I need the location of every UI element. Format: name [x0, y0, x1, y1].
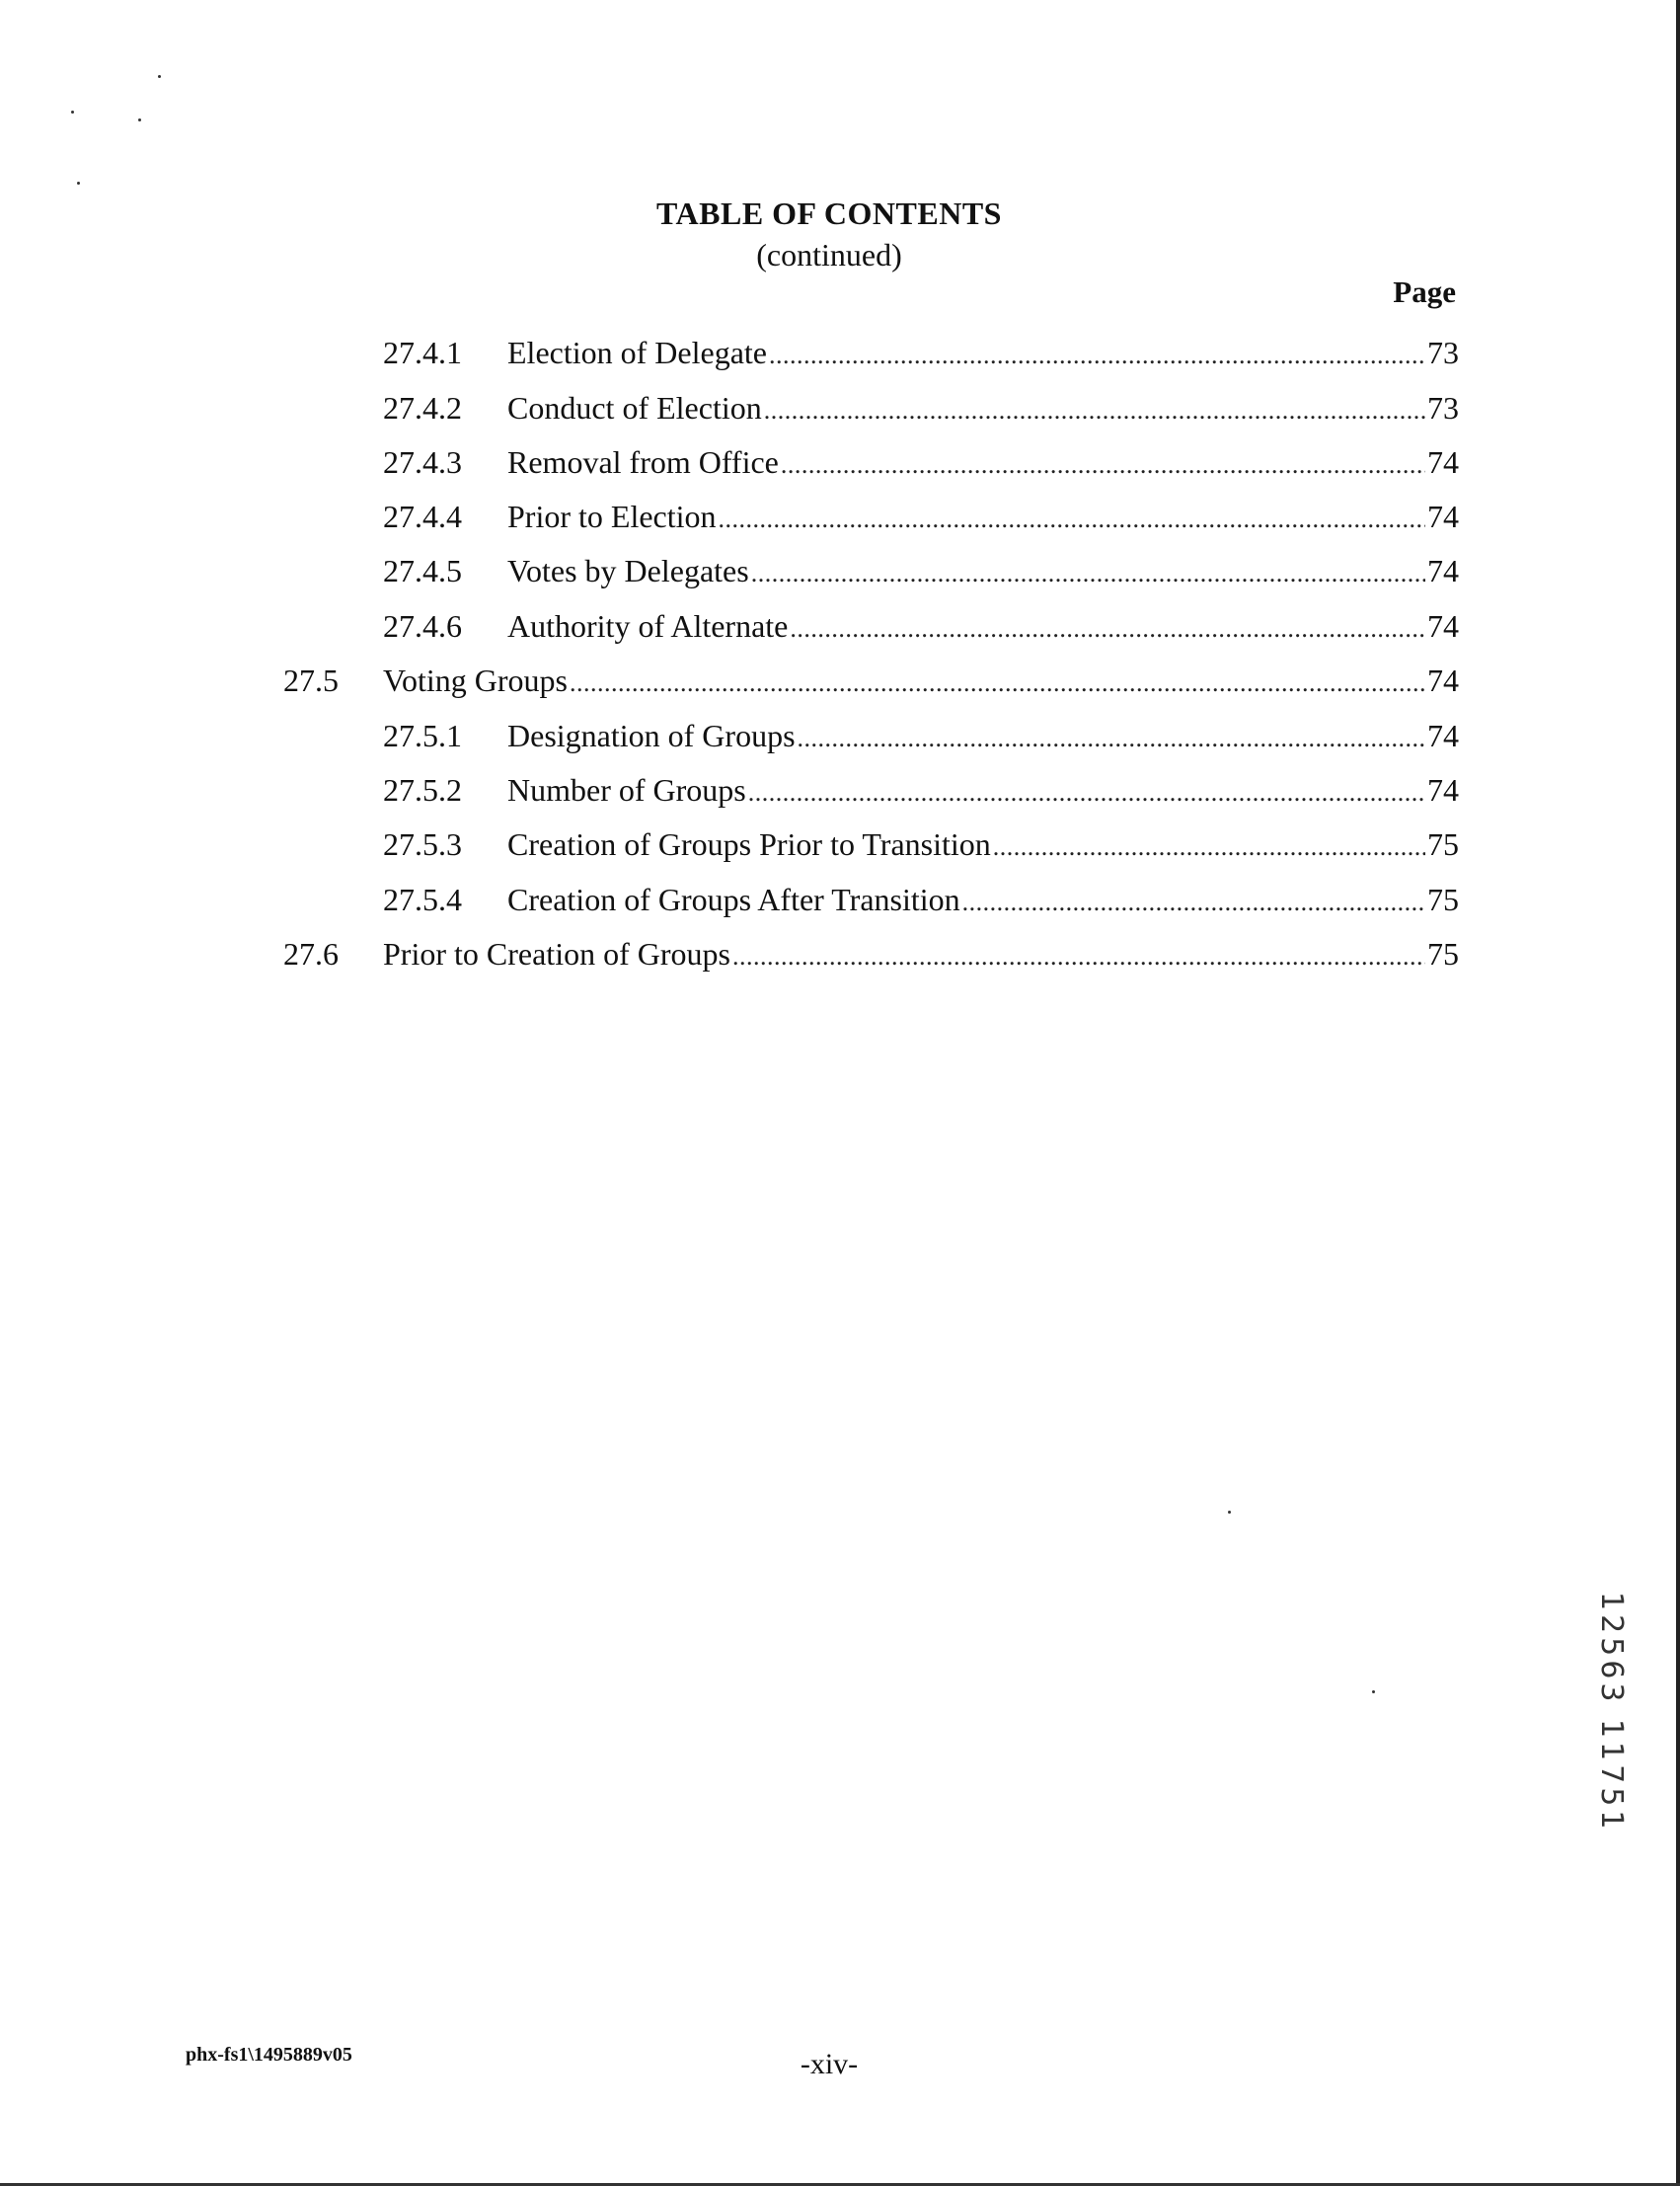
- toc-entry-line: [507, 769, 1459, 814]
- toc-entry-page: 75: [1427, 826, 1459, 862]
- toc-entry-page: 74: [1427, 608, 1459, 644]
- toc-entry-number: 27.5.1: [383, 718, 462, 753]
- toc-entry-title: Conduct of Election: [507, 387, 762, 429]
- toc-entry-line: [507, 496, 1459, 540]
- toc-entry-line: [507, 550, 1459, 594]
- toc-entry[interactable]: [0, 715, 1680, 770]
- toc-entry-number: 27.4.5: [383, 553, 462, 588]
- toc-entry-line: [507, 387, 1459, 431]
- toc-entry[interactable]: [0, 769, 1680, 824]
- dot-leader: [962, 879, 1425, 923]
- toc-entry[interactable]: [0, 387, 1680, 442]
- toc-entry-title: Designation of Groups: [507, 715, 796, 756]
- dot-leader: [781, 441, 1425, 486]
- toc-entry-title: Number of Groups: [507, 769, 746, 811]
- toc-entry[interactable]: [0, 660, 1680, 715]
- toc-entry-line: [383, 660, 1459, 704]
- footer-document-id: phx-fs1\1495889v05: [186, 2044, 352, 2066]
- side-stamp: [1589, 1592, 1639, 1858]
- toc-entry-page: 74: [1427, 499, 1459, 534]
- toc-entry[interactable]: [0, 933, 1680, 988]
- toc-entry-line: [507, 441, 1459, 486]
- dot-leader: [798, 715, 1425, 759]
- toc-entry[interactable]: [0, 823, 1680, 879]
- toc-entry-line: [383, 933, 1459, 977]
- toc-entry[interactable]: [0, 605, 1680, 661]
- toc-entry-title: Prior to Creation of Groups: [383, 933, 730, 975]
- toc-entry-title: Authority of Alternate: [507, 605, 788, 647]
- toc-entry-line: [507, 605, 1459, 650]
- toc-entry-number: 27.4.4: [383, 499, 462, 534]
- dot-leader: [751, 550, 1425, 594]
- toc-entry-line: [507, 879, 1459, 923]
- dot-leader: [719, 496, 1425, 540]
- toc-entry-title: Creation of Groups Prior to Transition: [507, 823, 991, 865]
- scan-speck: [71, 111, 74, 114]
- toc-entry-title: Votes by Delegates: [507, 550, 749, 591]
- dot-leader: [732, 933, 1425, 977]
- toc-entry-title: Election of Delegate: [507, 332, 767, 373]
- toc-entry-page: 75: [1427, 936, 1459, 972]
- toc-entry-page: 74: [1427, 718, 1459, 753]
- toc-entry-number: 27.6: [283, 936, 339, 972]
- scan-right-edge: [1676, 0, 1680, 2186]
- scan-speck: [77, 182, 80, 185]
- toc-entry[interactable]: [0, 332, 1680, 387]
- scan-speck: [1372, 1690, 1375, 1693]
- dot-leader: [769, 332, 1425, 376]
- scan-speck: [138, 118, 141, 121]
- toc-title: TABLE OF CONTENTS: [656, 195, 1002, 231]
- toc-entry-page: 74: [1427, 663, 1459, 698]
- footer-page-number: -xiv-: [800, 2048, 859, 2080]
- toc-entry-line: [507, 332, 1459, 376]
- toc-entry-number: 27.5.2: [383, 772, 462, 808]
- toc-entry-title: Voting Groups: [383, 660, 568, 701]
- toc-entry[interactable]: [0, 550, 1680, 605]
- dot-leader: [764, 387, 1425, 431]
- toc-entry-page: 74: [1427, 444, 1459, 480]
- toc-entry-number: 27.5: [283, 663, 339, 698]
- toc-entry-number: 27.4.1: [383, 335, 462, 370]
- toc-entry-number: 27.5.4: [383, 882, 462, 917]
- toc-entry-page: 75: [1427, 882, 1459, 917]
- side-stamp-text: 12563 11751: [1594, 1592, 1629, 1834]
- toc-entry-page: 73: [1427, 335, 1459, 370]
- toc-entry-number: 27.4.2: [383, 390, 462, 426]
- toc-entry-number: 27.5.3: [383, 826, 462, 862]
- toc-subtitle: (continued): [756, 237, 902, 273]
- toc-entry-page: 74: [1427, 772, 1459, 808]
- toc-entry-page: 74: [1427, 553, 1459, 588]
- toc-entry-number: 27.4.3: [383, 444, 462, 480]
- dot-leader: [748, 769, 1425, 814]
- toc-entry-line: [507, 823, 1459, 868]
- toc-entry-title: Creation of Groups After Transition: [507, 879, 960, 920]
- toc-entry[interactable]: [0, 441, 1680, 497]
- dot-leader: [790, 605, 1425, 650]
- scan-speck: [1228, 1511, 1231, 1514]
- toc-entry-number: 27.4.6: [383, 608, 462, 644]
- toc-entry[interactable]: [0, 496, 1680, 551]
- dot-leader: [570, 660, 1425, 704]
- page-column-heading: Page: [1393, 274, 1456, 309]
- toc-entry[interactable]: [0, 879, 1680, 934]
- scan-speck: [158, 75, 161, 78]
- toc-entry-page: 73: [1427, 390, 1459, 426]
- dot-leader: [993, 823, 1425, 868]
- toc-entry-line: [507, 715, 1459, 759]
- toc-entry-title: Prior to Election: [507, 496, 717, 537]
- toc-entry-title: Removal from Office: [507, 441, 779, 483]
